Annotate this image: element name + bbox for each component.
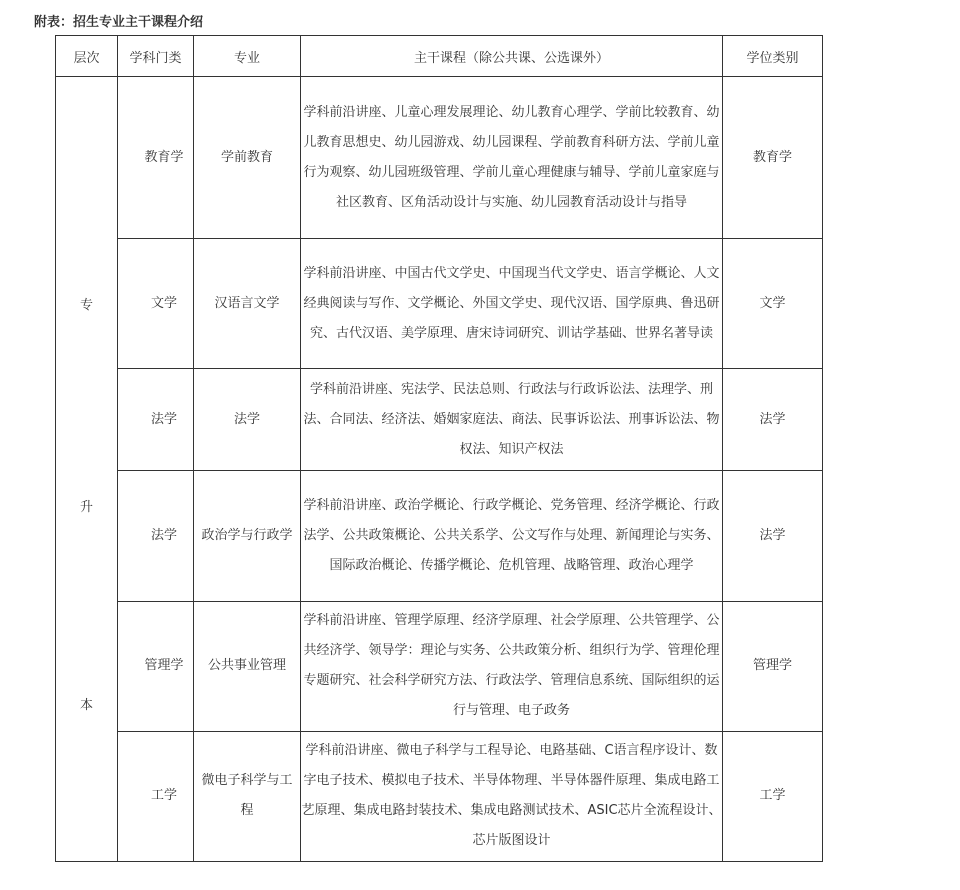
table-caption: 附表：招生专业主干课程介绍: [34, 15, 204, 30]
degree-cell: 教育学: [723, 77, 823, 239]
level-char: 升: [79, 500, 93, 515]
header-category: 学科门类: [118, 36, 194, 77]
category-cell: 文学: [118, 239, 194, 369]
level-char: 专: [79, 298, 93, 313]
level-char: 本: [79, 698, 93, 713]
degree-cell: 法学: [723, 471, 823, 601]
header-level: 层次: [56, 36, 118, 77]
major-cell: 学前教育: [194, 77, 301, 239]
degree-cell: 工学: [723, 731, 823, 861]
category-cell: 管理学: [118, 601, 194, 731]
courses-cell: 学科前沿讲座、微电子科学与工程导论、电路基础、C语言程序设计、数字电子技术、模拟电子技术、半导体物理、半导体器件原理、集成电路工艺原理、集成电路封装技术、集成电路测试技术、ASIC芯片全流程设计、芯片版图设计: [301, 731, 723, 861]
table-row: [56, 239, 823, 369]
courses-table: [55, 35, 823, 862]
major-cell: 汉语言文学: [194, 239, 301, 369]
degree-cell: 法学: [723, 369, 823, 471]
category-cell: 工学: [118, 731, 194, 861]
table-row: [56, 601, 823, 731]
degree-cell: 文学: [723, 239, 823, 369]
category-cell: 法学: [118, 471, 194, 601]
table-row: [56, 471, 823, 601]
level-cell: [56, 77, 118, 862]
major-cell: 政治学与行政学: [194, 471, 301, 601]
major-cell: 公共事业管理: [194, 601, 301, 731]
major-cell: 微电子科学与工程: [194, 731, 301, 861]
header-major: 专业: [194, 36, 301, 77]
category-cell: 法学: [118, 369, 194, 471]
table-row: [56, 77, 823, 239]
table-row: [56, 369, 823, 471]
degree-cell: 管理学: [723, 601, 823, 731]
courses-cell: 学科前沿讲座、政治学概论、行政学概论、党务管理、经济学概论、行政法学、公共政策概论、公共关系学、公文写作与处理、新闻理论与实务、国际政治概论、传播学概论、危机管理、战略管理、政治心理学: [301, 471, 723, 601]
table-row: [56, 731, 823, 861]
header-row: [56, 36, 823, 77]
courses-cell: 学科前沿讲座、中国古代文学史、中国现当代文学史、语言学概论、人文经典阅读与写作、文学概论、外国文学史、现代汉语、国学原典、鲁迅研究、古代汉语、美学原理、唐宋诗词研究、训诂学基础、世界名著导读: [301, 239, 723, 369]
courses-cell: 学科前沿讲座、管理学原理、经济学原理、社会学原理、公共管理学、公共经济学、领导学：理论与实务、公共政策分析、组织行为学、管理伦理专题研究、社会科学研究方法、行政法学、管理信息系统、国际组织的运行与管理、电子政务: [301, 601, 723, 731]
header-courses: 主干课程（除公共课、公选课外）: [301, 36, 723, 77]
courses-cell: 学科前沿讲座、宪法学、民法总则、行政法与行政诉讼法、法理学、刑法、合同法、经济法、婚姻家庭法、商法、民事诉讼法、刑事诉讼法、物权法、知识产权法: [301, 369, 723, 471]
courses-cell: 学科前沿讲座、儿童心理发展理论、幼儿教育心理学、学前比较教育、幼儿教育思想史、幼儿园游戏、幼儿园课程、学前教育科研方法、学前儿童行为观察、幼儿园班级管理、学前儿童心理健康与辅导、学前儿童家庭与社区教育、区角活动设计与实施、幼儿园教育活动设计与指导: [301, 77, 723, 239]
header-degree: 学位类别: [723, 36, 823, 77]
category-cell: 教育学: [118, 77, 194, 239]
major-cell: 法学: [194, 369, 301, 471]
